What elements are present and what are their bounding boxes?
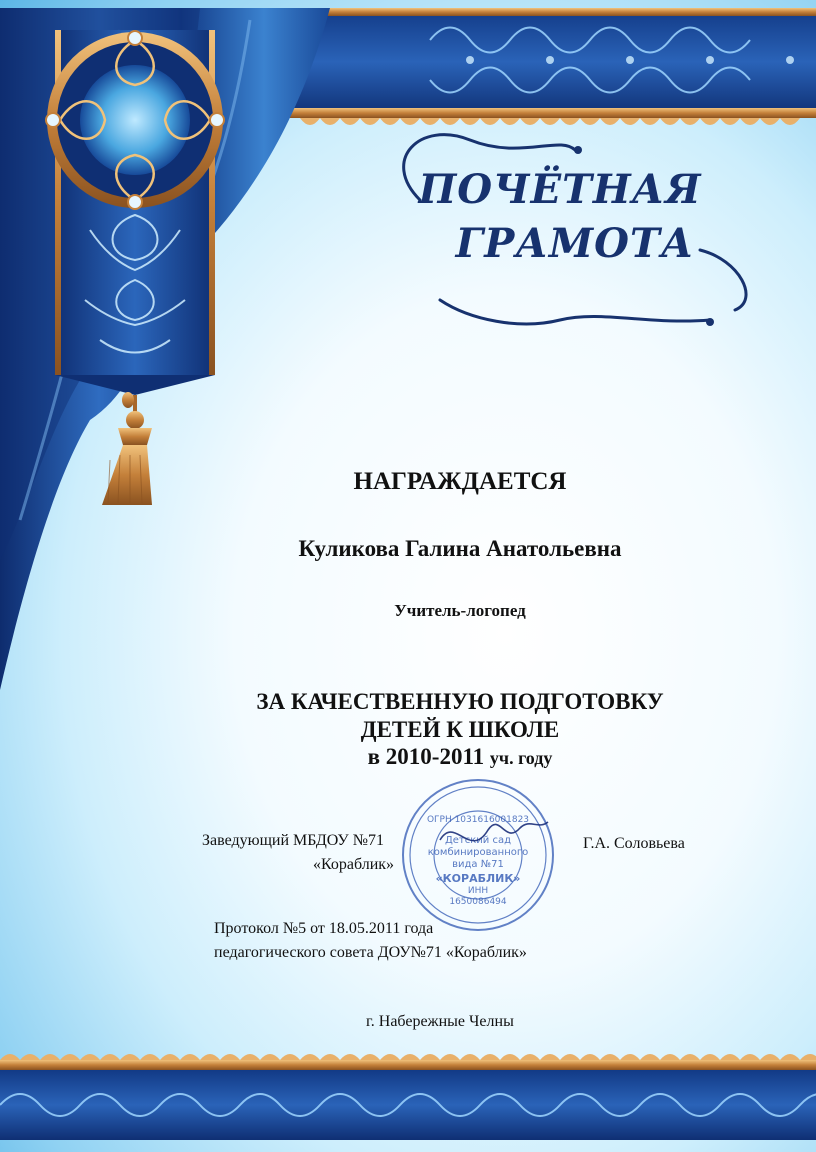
recipient-name: Куликова Галина Анатольевна: [298, 536, 622, 561]
awarded-label: НАГРАЖДАЕТСЯ: [353, 468, 567, 495]
reason-line-2: ДЕТЕЙ К ШКОЛЕ: [360, 716, 560, 742]
title-line-2: ГРАМОТА: [455, 220, 695, 267]
recipient-position: Учитель-логопед: [394, 601, 526, 620]
award-reason: [180, 688, 740, 771]
certificate-title: [410, 166, 710, 267]
title-line-1: ПОЧЁТНАЯ: [418, 166, 702, 213]
stamp-inn-label: ИНН: [467, 886, 489, 896]
stamp-org-name: «КОРАБЛИК»: [435, 872, 521, 885]
reason-line-1: ЗА КАЧЕСТВЕННУЮ ПОДГОТОВКУ: [256, 689, 664, 714]
year-suffix: уч. году: [489, 748, 553, 769]
protocol-line-2: педагогического совета ДОУ№71 «Кораблик»: [214, 944, 527, 961]
stamp-line-3: вида №71: [452, 859, 504, 870]
stamp-inn: 1650086494: [449, 897, 507, 907]
city: г. Набережные Челны: [366, 1013, 514, 1030]
stamp-line-1: Детский сад: [444, 835, 512, 846]
year-prefix: в 2010-2011: [367, 744, 485, 770]
protocol-line-1: Протокол №5 от 18.05.2011 года: [214, 920, 434, 937]
reason-year: [180, 743, 740, 771]
signer-title-line-2: «Кораблик»: [313, 856, 395, 873]
stamp-ogrn: ОГРН 1031616001823: [426, 815, 530, 825]
signer-name: Г.А. Соловьева: [583, 835, 685, 852]
signer-title-line-1: Заведующий МБДОУ №71: [202, 832, 384, 849]
stamp-line-2: комбинированного: [427, 847, 529, 858]
